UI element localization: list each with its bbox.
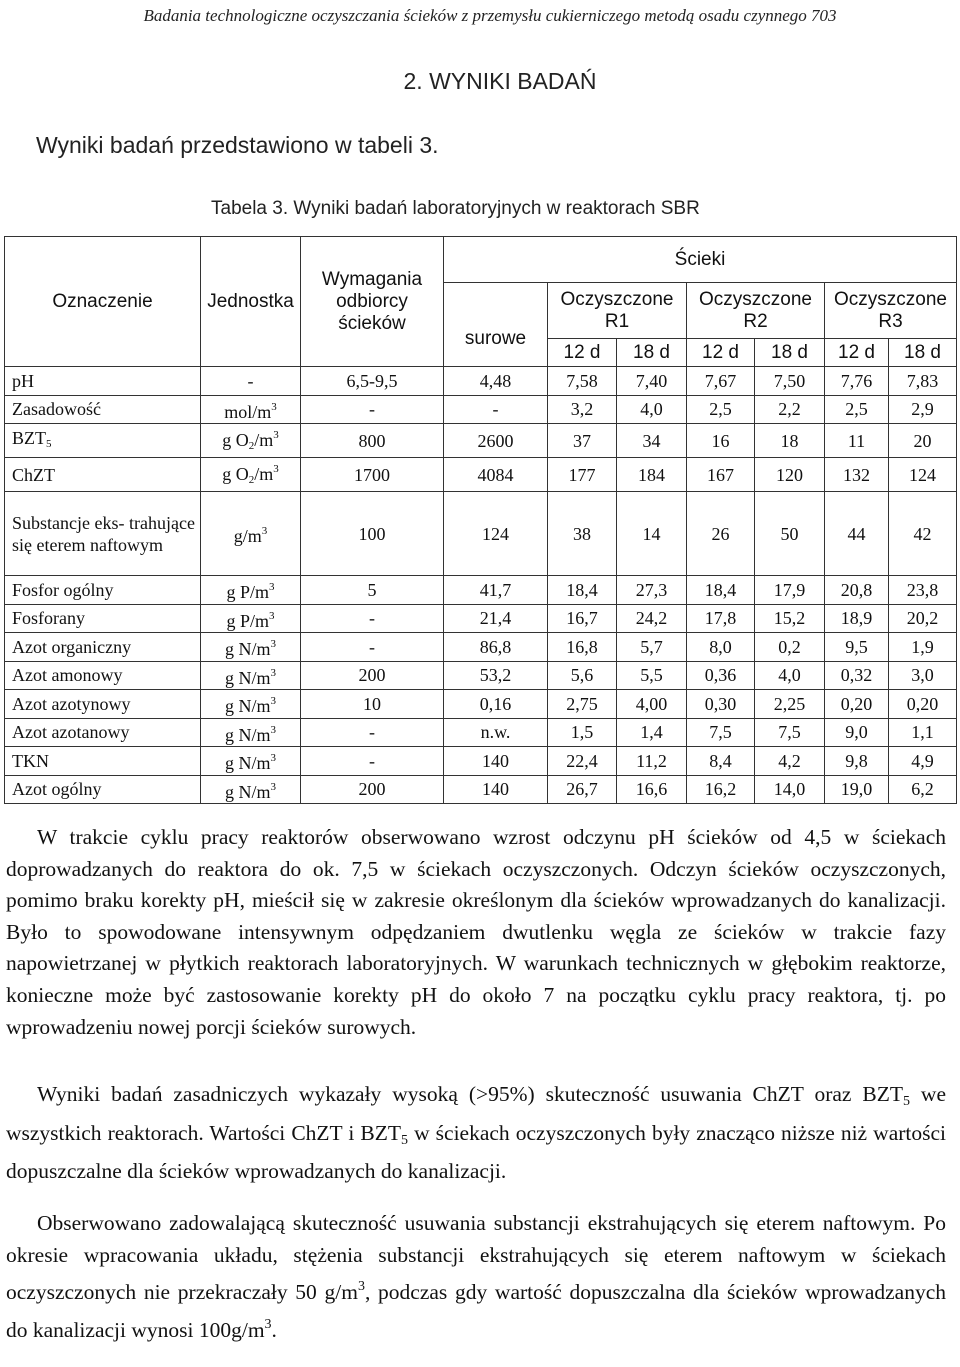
row-value: 2,75 bbox=[548, 690, 617, 719]
table-row bbox=[5, 690, 957, 719]
header-r2-12d: 12 d bbox=[687, 339, 755, 367]
row-raw: 4,48 bbox=[444, 367, 548, 396]
table-row bbox=[5, 747, 957, 776]
header-r1-18d: 18 d bbox=[617, 339, 687, 367]
row-value: 2,25 bbox=[755, 690, 825, 719]
header-r2: Oczyszczone R2 bbox=[687, 283, 825, 339]
row-value: 18,4 bbox=[548, 576, 617, 605]
row-value: 42 bbox=[889, 492, 957, 576]
row-label: Azot ogólny bbox=[5, 775, 201, 804]
row-value: 0,30 bbox=[687, 690, 755, 719]
row-label: Substancje eks- trahujące się eterem naftowym bbox=[5, 492, 201, 576]
row-label: Azot organiczny bbox=[5, 633, 201, 662]
row-value: 8,0 bbox=[687, 633, 755, 662]
row-requirement: 800 bbox=[301, 424, 444, 458]
row-raw: 86,8 bbox=[444, 633, 548, 662]
row-value: 4,00 bbox=[617, 690, 687, 719]
row-value: 2,5 bbox=[687, 395, 755, 424]
row-value: 9,8 bbox=[825, 747, 889, 776]
row-label: TKN bbox=[5, 747, 201, 776]
row-label: Fosforany bbox=[5, 604, 201, 633]
row-value: 38 bbox=[548, 492, 617, 576]
header-wymagania: Wymagania odbiorcy ścieków bbox=[301, 237, 444, 367]
row-unit: g $N/m^3$ bbox=[201, 661, 301, 690]
row-value: 27,3 bbox=[617, 576, 687, 605]
row-value: 24,2 bbox=[617, 604, 687, 633]
row-unit: g $N/m^3$ bbox=[201, 718, 301, 747]
row-raw: 140 bbox=[444, 747, 548, 776]
row-value: 20,8 bbox=[825, 576, 889, 605]
row-value: 5,7 bbox=[617, 633, 687, 662]
row-value: 9,5 bbox=[825, 633, 889, 662]
header-r3: Oczyszczone R3 bbox=[825, 283, 957, 339]
row-requirement: 10 bbox=[301, 690, 444, 719]
row-value: 7,5 bbox=[687, 718, 755, 747]
row-value: 1,9 bbox=[889, 633, 957, 662]
row-value: 22,4 bbox=[548, 747, 617, 776]
row-value: 4,2 bbox=[755, 747, 825, 776]
row-label: Zasadowość bbox=[5, 395, 201, 424]
row-value: 37 bbox=[548, 424, 617, 458]
header-r1-12d: 12 d bbox=[548, 339, 617, 367]
row-value: 7,50 bbox=[755, 367, 825, 396]
row-label: Fosfor ogólny bbox=[5, 576, 201, 605]
row-unit: mol/$m^3$ bbox=[201, 395, 301, 424]
row-requirement: 1700 bbox=[301, 458, 444, 492]
row-label: ChZT bbox=[5, 458, 201, 492]
row-raw: n.w. bbox=[444, 718, 548, 747]
table-row bbox=[5, 604, 957, 633]
row-value: 7,76 bbox=[825, 367, 889, 396]
header-oznaczenie: Oznaczenie bbox=[5, 237, 201, 367]
row-value: 17,8 bbox=[687, 604, 755, 633]
row-value: 16,2 bbox=[687, 775, 755, 804]
row-label: pH bbox=[5, 367, 201, 396]
table-row bbox=[5, 718, 957, 747]
table-row bbox=[5, 458, 957, 492]
row-raw: - bbox=[444, 395, 548, 424]
row-unit: g $N/m^3$ bbox=[201, 690, 301, 719]
row-value: 26,7 bbox=[548, 775, 617, 804]
row-value: 20 bbox=[889, 424, 957, 458]
header-surowe: surowe bbox=[444, 283, 548, 367]
row-requirement: 6,5-9,5 bbox=[301, 367, 444, 396]
row-value: 16,6 bbox=[617, 775, 687, 804]
row-value: 3,0 bbox=[889, 661, 957, 690]
row-unit: - bbox=[201, 367, 301, 396]
row-unit: g $P/m^3$ bbox=[201, 576, 301, 605]
header-r3-18d: 18 d bbox=[889, 339, 957, 367]
row-value: 11,2 bbox=[617, 747, 687, 776]
header-r1: Oczyszczone R1 bbox=[548, 283, 687, 339]
paragraph-1 bbox=[6, 822, 946, 1043]
row-value: 0,32 bbox=[825, 661, 889, 690]
row-requirement: - bbox=[301, 395, 444, 424]
row-value: 34 bbox=[617, 424, 687, 458]
row-value: 4,0 bbox=[617, 395, 687, 424]
row-requirement: - bbox=[301, 633, 444, 662]
table-body bbox=[5, 367, 957, 804]
row-value: 7,83 bbox=[889, 367, 957, 396]
row-value: 18,9 bbox=[825, 604, 889, 633]
row-requirement: - bbox=[301, 604, 444, 633]
row-value: 23,8 bbox=[889, 576, 957, 605]
row-unit: g $N/m^3$ bbox=[201, 633, 301, 662]
row-requirement: - bbox=[301, 718, 444, 747]
table-row bbox=[5, 395, 957, 424]
section-title: 2. WYNIKI BADAŃ bbox=[403, 68, 597, 94]
row-value: 17,9 bbox=[755, 576, 825, 605]
row-value: 18,4 bbox=[687, 576, 755, 605]
row-value: 7,40 bbox=[617, 367, 687, 396]
row-value: 16,8 bbox=[548, 633, 617, 662]
row-value: 167 bbox=[687, 458, 755, 492]
row-raw: 124 bbox=[444, 492, 548, 576]
row-value: 2,2 bbox=[755, 395, 825, 424]
row-raw: 4084 bbox=[444, 458, 548, 492]
row-value: 7,58 bbox=[548, 367, 617, 396]
row-value: 20,2 bbox=[889, 604, 957, 633]
row-value: 120 bbox=[755, 458, 825, 492]
row-label: Azot azotanowy bbox=[5, 718, 201, 747]
row-value: 44 bbox=[825, 492, 889, 576]
table-row bbox=[5, 492, 957, 576]
row-value: 16 bbox=[687, 424, 755, 458]
row-value: 0,2 bbox=[755, 633, 825, 662]
row-value: 7,5 bbox=[755, 718, 825, 747]
row-value: 16,7 bbox=[548, 604, 617, 633]
row-value: 14 bbox=[617, 492, 687, 576]
row-value: 5,6 bbox=[548, 661, 617, 690]
row-unit: g $N/m^3$ bbox=[201, 747, 301, 776]
row-label: Azot amonowy bbox=[5, 661, 201, 690]
paragraph-3-text: Obserwowano zadowalającą skuteczność usuwania substancji ekstrahujących się eterem naftowym. Po okresie wpracowania układu, stężenia substancji ekstrahujących się eterem naftowym w ściekach oczyszczonych nie przekraczały 50 $g/m^3$, podczas gdy wartość dopuszczalna dla ścieków wprowadzanych do kanalizacji wynosi $100g/m^3$. bbox=[6, 1211, 947, 1342]
row-requirement: 200 bbox=[301, 661, 444, 690]
row-value: 8,4 bbox=[687, 747, 755, 776]
row-raw: 0,16 bbox=[444, 690, 548, 719]
running-header: Badania technologiczne oczyszczania ścieków z przemysłu cukierniczego metodą osadu czynnego 703 bbox=[143, 6, 837, 25]
header-scieki: Ścieki bbox=[444, 237, 957, 283]
paragraph-1-text: W trakcie cyklu pracy reaktorów obserwowano wzrost odczynu pH ścieków od 4,5 w ściekach doprowadzanych do reaktora do ok. 7,5 w ściekach oczyszczonych. Odczyn ścieków oczyszczonych, pomimo braku korekty pH, mieścił się w zakresie określonym dla ścieków wprowadzanych do kanalizacji. Było to spowodowane intensywnym odpędzaniem dwutlenku węgla ze ścieków w trakcie fazy napowietrzanej w płytkich reaktorach laboratoryjnych. W warunkach technicznych w głębokim reaktorze, konieczne może być zastosowanie korekty pH do około 7 na początku cyklu pracy reaktora, tj. po wprowadzeniu nowej porcji ścieków surowych. bbox=[6, 825, 946, 1039]
paragraph-2 bbox=[6, 1079, 946, 1188]
row-value: 14,0 bbox=[755, 775, 825, 804]
results-table bbox=[4, 236, 957, 804]
row-value: 184 bbox=[617, 458, 687, 492]
row-value: 124 bbox=[889, 458, 957, 492]
row-value: 2,5 bbox=[825, 395, 889, 424]
row-requirement: 5 bbox=[301, 576, 444, 605]
row-unit: g $N/m^3$ bbox=[201, 775, 301, 804]
table-row bbox=[5, 775, 957, 804]
row-value: 1,5 bbox=[548, 718, 617, 747]
table-row bbox=[5, 367, 957, 396]
row-value: 2,9 bbox=[889, 395, 957, 424]
header-jednostka: Jednostka bbox=[201, 237, 301, 367]
header-r2-18d: 18 d bbox=[755, 339, 825, 367]
row-unit: g $O2/m^3$ bbox=[201, 424, 301, 458]
row-value: 0,20 bbox=[825, 690, 889, 719]
row-raw: 21,4 bbox=[444, 604, 548, 633]
row-raw: 2600 bbox=[444, 424, 548, 458]
row-value: 1,1 bbox=[889, 718, 957, 747]
row-value: 19,0 bbox=[825, 775, 889, 804]
row-raw: 140 bbox=[444, 775, 548, 804]
table-row bbox=[5, 633, 957, 662]
row-value: 26 bbox=[687, 492, 755, 576]
row-value: 1,4 bbox=[617, 718, 687, 747]
row-value: 0,36 bbox=[687, 661, 755, 690]
row-value: 0,20 bbox=[889, 690, 957, 719]
row-unit: g $P/m^3$ bbox=[201, 604, 301, 633]
row-requirement: - bbox=[301, 747, 444, 776]
row-value: 11 bbox=[825, 424, 889, 458]
paragraph-2-text: Wyniki badań zasadniczych wykazały wysoką (>95%) skuteczność usuwania ChZT oraz $BZT_5$ we wszystkich reaktorach. Wartości ChZT i $BZT_5$ w ściekach oczyszczonych były znacząco niższe niż wartości dopuszczalne dla ścieków wprowadzanych do kanalizacji. bbox=[6, 1082, 947, 1184]
header-r3-12d: 12 d bbox=[825, 339, 889, 367]
paragraph-3 bbox=[6, 1208, 946, 1346]
row-value: 15,2 bbox=[755, 604, 825, 633]
row-label: BZT5 bbox=[5, 424, 201, 458]
row-label: Azot azotynowy bbox=[5, 690, 201, 719]
row-value: 6,2 bbox=[889, 775, 957, 804]
row-value: 4,9 bbox=[889, 747, 957, 776]
row-unit: g $O2/m^3$ bbox=[201, 458, 301, 492]
row-value: 9,0 bbox=[825, 718, 889, 747]
row-value: 5,5 bbox=[617, 661, 687, 690]
row-requirement: 200 bbox=[301, 775, 444, 804]
row-raw: 41,7 bbox=[444, 576, 548, 605]
table-row bbox=[5, 661, 957, 690]
row-unit: $g/m^3$ bbox=[201, 492, 301, 576]
intro-text: Wyniki badań przedstawiono w tabeli 3. bbox=[36, 132, 439, 158]
row-value: 50 bbox=[755, 492, 825, 576]
table-row bbox=[5, 576, 957, 605]
table-row bbox=[5, 424, 957, 458]
row-value: 177 bbox=[548, 458, 617, 492]
row-requirement: 100 bbox=[301, 492, 444, 576]
row-raw: 53,2 bbox=[444, 661, 548, 690]
row-value: 3,2 bbox=[548, 395, 617, 424]
row-value: 7,67 bbox=[687, 367, 755, 396]
table-caption: Tabela 3. Wyniki badań laboratoryjnych w reaktorach SBR bbox=[211, 198, 700, 219]
row-value: 18 bbox=[755, 424, 825, 458]
row-value: 4,0 bbox=[755, 661, 825, 690]
row-value: 132 bbox=[825, 458, 889, 492]
